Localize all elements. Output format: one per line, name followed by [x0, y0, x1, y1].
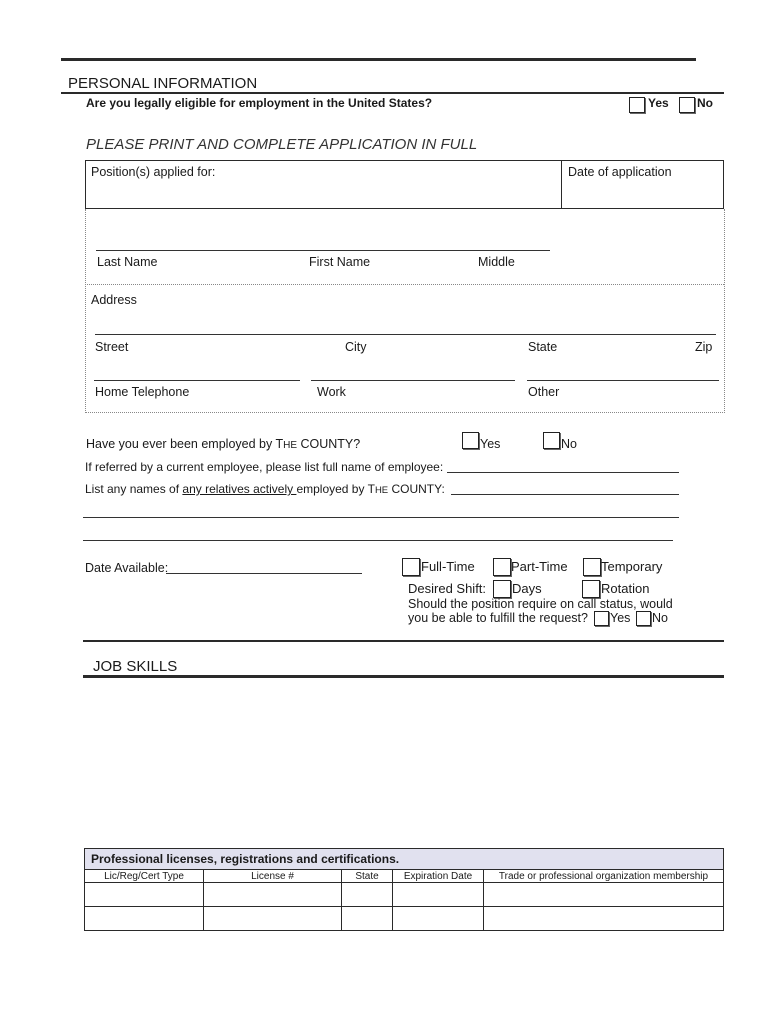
county-employed-no-checkbox[interactable] [543, 432, 560, 449]
relatives-label-prefix: List any names of [85, 482, 183, 496]
on-call-no-label: No [652, 611, 668, 625]
licenses-table [84, 848, 724, 931]
relatives-label-suffix3: COUNTY: [388, 482, 445, 496]
positions-applied-label: Position(s) applied for: [91, 165, 216, 179]
other-telephone-label: Other [528, 385, 560, 399]
work-telephone-input-line[interactable] [311, 380, 515, 381]
table-cell[interactable] [204, 883, 342, 907]
relatives-input-line[interactable] [451, 494, 679, 495]
col-state: State [342, 870, 393, 883]
instruction-text: PLEASE PRINT AND COMPLETE APPLICATION IN FULL [86, 136, 478, 153]
relatives-label-underlined: any relatives actively [182, 482, 297, 496]
other-telephone-input-line[interactable] [527, 380, 719, 381]
first-name-label: First Name [309, 255, 371, 269]
top-rule [61, 58, 696, 61]
table-cell[interactable] [85, 883, 204, 907]
relatives-label-suffix2: HE [374, 485, 389, 496]
full-time-label: Full-Time [421, 559, 475, 574]
table-row [85, 883, 724, 907]
address-input-line[interactable] [95, 334, 716, 335]
rotation-shift-label: Rotation [601, 581, 650, 596]
date-of-application-label: Date of application [568, 165, 672, 179]
table-cell[interactable] [393, 907, 484, 931]
referred-employee-label: If referred by a current employee, please list full name of employee: [85, 460, 444, 474]
rotation-shift-checkbox[interactable] [582, 580, 600, 598]
home-telephone-label: Home Telephone [95, 385, 190, 399]
table-cell[interactable] [484, 883, 724, 907]
table-cell[interactable] [342, 883, 393, 907]
name-address-box [85, 209, 725, 413]
last-name-label: Last Name [97, 255, 158, 269]
city-label: City [345, 340, 367, 354]
eligible-no-checkbox[interactable] [679, 97, 695, 113]
on-call-yes-label: Yes [610, 611, 631, 625]
desired-shift-label: Desired Shift: [408, 581, 487, 596]
on-call-question-line1: Should the position require on call status, would [408, 597, 673, 611]
county-question-part3: COUNTY? [297, 437, 361, 451]
county-employed-no-label: No [561, 437, 577, 451]
col-organization-membership: Trade or professional organization membership [484, 870, 724, 883]
on-call-no-checkbox[interactable] [636, 611, 651, 626]
temporary-checkbox[interactable] [583, 558, 601, 576]
section-heading-personal: PERSONAL INFORMATION [68, 75, 258, 92]
days-shift-label: Days [512, 581, 542, 596]
positions-applied-input[interactable] [86, 180, 560, 208]
date-of-application-input[interactable] [562, 180, 723, 208]
eligible-yes-checkbox[interactable] [629, 97, 645, 113]
temporary-label: Temporary [601, 559, 663, 574]
county-employed-yes-label: Yes [480, 437, 501, 451]
table-cell[interactable] [484, 907, 724, 931]
job-skills-top-rule [83, 640, 724, 642]
name-address-separator [85, 284, 724, 285]
table-cell[interactable] [204, 907, 342, 931]
county-question-part1: Have you ever been employed by T [86, 437, 284, 451]
eligibility-question: Are you legally eligible for employment in the United States? [86, 96, 433, 110]
relatives-input-line-2[interactable] [83, 517, 679, 518]
referred-employee-input-line[interactable] [447, 472, 679, 473]
address-label: Address [91, 293, 137, 307]
middle-name-label: Middle [478, 255, 515, 269]
date-available-input-line[interactable] [166, 573, 362, 574]
job-skills-bottom-rule [83, 675, 724, 678]
part-time-label: Part-Time [511, 559, 568, 574]
days-shift-checkbox[interactable] [493, 580, 511, 598]
part-time-checkbox[interactable] [493, 558, 511, 576]
relatives-label-suffix1: employed by T [296, 482, 375, 496]
county-employed-question [86, 437, 360, 453]
table-cell[interactable] [85, 907, 204, 931]
county-employed-yes-checkbox[interactable] [462, 432, 479, 449]
full-time-checkbox[interactable] [402, 558, 420, 576]
col-license-number: License # [204, 870, 342, 883]
col-expiration-date: Expiration Date [393, 870, 484, 883]
eligible-no-label: No [697, 96, 713, 110]
licenses-table-title: Professional licenses, registrations and certifications. [85, 849, 724, 870]
table-cell[interactable] [342, 907, 393, 931]
home-telephone-input-line[interactable] [94, 380, 300, 381]
job-skills-input-area[interactable] [85, 680, 724, 840]
street-label: Street [95, 340, 129, 354]
relatives-input-line-3[interactable] [83, 540, 673, 541]
state-label: State [528, 340, 558, 354]
on-call-yes-checkbox[interactable] [594, 611, 609, 626]
table-row [85, 907, 724, 931]
zip-label: Zip [695, 340, 713, 354]
work-telephone-label: Work [317, 385, 346, 399]
county-question-part2: HE [283, 440, 298, 451]
col-lic-type: Lic/Reg/Cert Type [85, 870, 204, 883]
name-input-line[interactable] [96, 250, 550, 251]
personal-heading-rule [61, 92, 724, 94]
section-heading-job-skills: JOB SKILLS [93, 658, 178, 675]
eligible-yes-label: Yes [648, 96, 669, 110]
on-call-question-line2: you be able to fulfill the request? [408, 611, 588, 625]
date-available-label: Date Available: [85, 561, 169, 575]
table-cell[interactable] [393, 883, 484, 907]
relatives-label [85, 482, 445, 498]
